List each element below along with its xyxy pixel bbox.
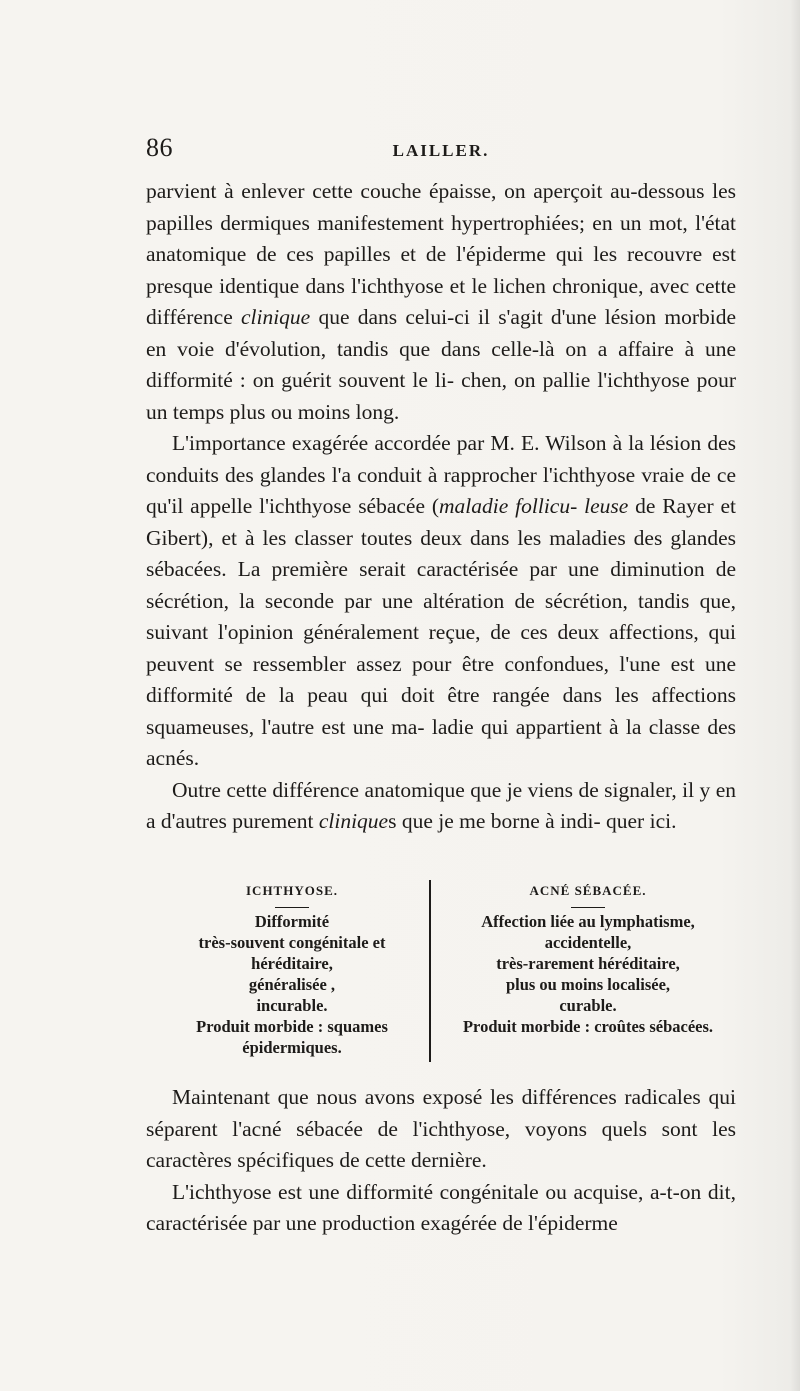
text-line: vraie de ce qu'il appelle l'ichthyose sébacée (maladie follicu- [146, 462, 736, 518]
text-line: s'agit d'une lésion morbide en voie d'évolution, tandis que dans [146, 305, 736, 361]
text-line: recouvre est presque identique dans l'ichthyose et le lichen [146, 242, 736, 298]
table-line: épidermiques. [242, 1038, 342, 1057]
column-rule [571, 907, 605, 908]
text-line: caractères spécifiques de cette dernière. [146, 1148, 487, 1172]
text-line: il y en a d'autres purement cliniques que je me borne à indi- [146, 777, 736, 833]
main-text-top [146, 176, 736, 838]
text-line: celle-là on a affaire à une difformité : on guérit souvent le li- [146, 336, 736, 392]
text-line: mot, l'état anatomique de ces papilles et de l'épiderme qui les [146, 210, 737, 266]
table-line: incurable. [256, 996, 328, 1015]
text-line: de ces deux affections, qui peuvent se ressembler assez pour [146, 620, 736, 676]
text-line: L'importance exagérée accordée par M. E. Wilson à la lésion [172, 431, 702, 455]
text-line: de sécrétion, tandis que, suivant l'opinion généralement reçue, [146, 588, 736, 644]
text-line: les papilles dermiques manifestement hypertrophiées; en un [146, 179, 736, 235]
text-line: Outre cette différence anatomique que je viens de signaler, [172, 777, 677, 802]
text-line: maladies des glandes sébacées. La première serait caractérisée [146, 525, 736, 581]
table-line: généralisée , [248, 975, 336, 994]
table-line: Difformité [254, 912, 330, 931]
page-number: 86 [146, 133, 173, 162]
text-line: leuse de Rayer et Gibert), et à les classer toutes deux dans les [146, 494, 736, 550]
table-column-ichthyose [164, 880, 420, 1058]
text-line: parvient à enlever cette couche épaisse, on aperçoit au-dessous [146, 179, 705, 203]
text-line: L'ichthyose est une difformité congénitale ou acquise, a-t-on [172, 1179, 702, 1204]
paragraph-1 [146, 176, 736, 428]
table-line: accidentelle, [544, 933, 632, 952]
table-line: curable. [559, 996, 617, 1015]
paragraph-4 [146, 1082, 736, 1177]
text-line: être confondues, l'une est une difformité de la peau qui doit [146, 651, 736, 707]
table-column-acne [434, 880, 742, 1037]
table-line: Affection liée au lymphatisme, [481, 912, 695, 931]
paragraph-5 [146, 1177, 736, 1240]
running-head: LAILLER. [392, 141, 490, 160]
table-divider [429, 880, 431, 1062]
paragraph-3 [146, 775, 736, 838]
text-line: ladie qui appartient à la classe des acnés. [146, 714, 737, 770]
table-line: Produit morbide : croûtes sébacées. [462, 1017, 714, 1036]
text-line: qui séparent l'acné sébacée de l'ichthyose, voyons quels sont les [146, 1085, 736, 1141]
comparison-table [164, 880, 742, 1065]
text-line: dit, caractérisée par une production exagérée de l'épiderme [146, 1179, 736, 1235]
column-heading-acne: ACNÉ SÉBACÉE. [529, 883, 647, 898]
main-text-bottom [146, 1082, 736, 1240]
page-edge-shadow [790, 0, 800, 1391]
text-line: Maintenant que nous avons exposé les différences radicales [172, 1085, 701, 1109]
table-line: très-rarement héréditaire, [496, 954, 680, 973]
text-line: par une diminution de sécrétion, la seconde par une altération [146, 557, 737, 613]
table-line: Produit morbide : squames [196, 1017, 388, 1036]
page-header [146, 133, 736, 167]
column-heading-ichthyose: ICHTHYOSE. [246, 883, 338, 898]
text-line: chronique, avec cette différence clinique que dans celui-ci il [146, 273, 737, 329]
table-line: très-souvent congénitale et [198, 933, 386, 952]
table-line: plus ou moins localisée, [505, 975, 671, 994]
text-line: chen, on pallie l'ichthyose pour un temps plus ou moins long. [146, 368, 737, 424]
paragraph-2 [146, 428, 736, 775]
table-line: héréditaire, [251, 954, 333, 973]
text-line: quer ici. [606, 809, 677, 833]
column-rule [275, 907, 309, 908]
text-line: être rangée dans les affections squameuses, l'autre est une ma- [146, 683, 737, 739]
text-line: des conduits des glandes l'a conduit à rapprocher l'ichthyose [146, 431, 737, 487]
